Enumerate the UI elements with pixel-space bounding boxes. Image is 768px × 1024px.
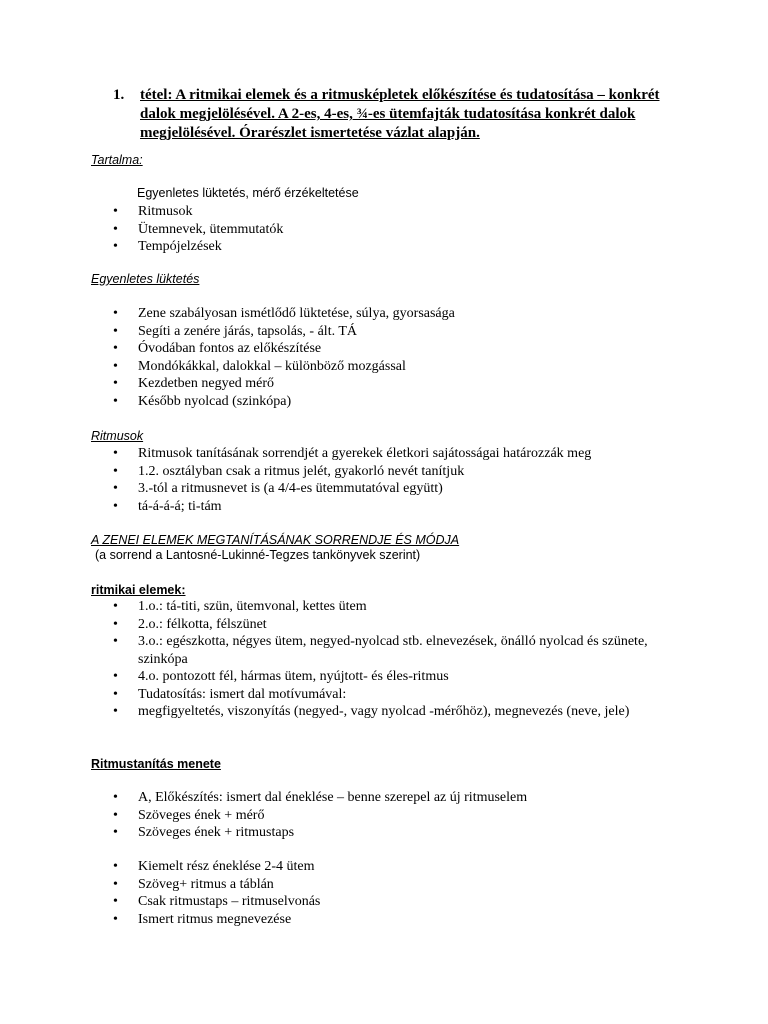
bullet-icon: • bbox=[113, 859, 118, 874]
list-item: • 3.o.: egészkotta, négyes ütem, negyed-nyolcad stb. elnevezések, önálló nyolcad és szünete, szinkópa bbox=[113, 634, 648, 667]
bullet-icon: • bbox=[113, 323, 118, 339]
list-item: • Szöveges ének + ritmustaps bbox=[113, 825, 295, 840]
list-item: • tá-á-á-á; ti-tám bbox=[113, 498, 222, 514]
bullet-icon: • bbox=[113, 341, 118, 356]
bullet-icon: • bbox=[113, 616, 118, 632]
list-item: • Mondókákkal, dalokkal – különböző mozgással bbox=[113, 358, 406, 374]
tartalma-list bbox=[112, 203, 687, 256]
list-item: • megfigyeltetés, viszonyítás (negyed-, vagy nyolcad -mérőhöz), megnevezés (neve, jele) bbox=[113, 704, 630, 719]
bullet-icon: • bbox=[113, 686, 118, 702]
egyenletes-list bbox=[112, 305, 687, 410]
ritmikai-heading: ritmikai elemek: bbox=[91, 583, 186, 597]
list-item: • 2.o.: félkotta, félszünet bbox=[113, 616, 267, 632]
list-item: • Később nyolcad (szinkópa) bbox=[113, 393, 292, 409]
bullet-icon: • bbox=[113, 306, 118, 321]
list-item: • Kezdetben negyed mérő bbox=[113, 376, 275, 391]
bullet-icon: • bbox=[113, 463, 118, 479]
list-item: • Kiemelt rész éneklése 2-4 ütem bbox=[113, 859, 315, 874]
bullet-icon: • bbox=[113, 358, 118, 374]
egyenletes-heading: Egyenletes lüktetés bbox=[91, 272, 200, 286]
list-item: • Ütemnevek, ütemmutatók bbox=[113, 221, 284, 237]
bullet-icon: • bbox=[113, 825, 118, 840]
bullet-icon: • bbox=[113, 446, 118, 461]
list-item: • Óvodában fontos az előkészítése bbox=[113, 341, 322, 356]
list-item: • 3.-tól a ritmusnevet is (a 4/4-es ütemmutatóval együtt) bbox=[113, 481, 443, 496]
menete-list-b bbox=[112, 858, 687, 928]
bullet-icon: • bbox=[113, 376, 118, 391]
zenei-subheading: (a sorrend a Lantosné-Lukinné-Tegzes tankönyvek szerint) bbox=[95, 548, 421, 562]
list-item: • A, Előkészítés: ismert dal éneklése – benne szerepel az új ritmuselem bbox=[113, 790, 528, 805]
ritmusok-list bbox=[112, 445, 687, 515]
title-text: tétel: A ritmikai elemek és a ritmusképletek előkészítése és tudatosítása – konkrét dalok megjelölésével. A 2-es, 4-es, ¾-es ütemfajták tudatosítása konkrét dalok megjelölésével. Órarészlet ismertetése vázlat alapján. bbox=[140, 87, 660, 141]
bullet-icon: • bbox=[113, 704, 118, 719]
bullet-icon: • bbox=[113, 634, 118, 649]
list-item: • Ritmusok tanításának sorrendjét a gyerekek életkori sajátosságai határozzák meg bbox=[113, 446, 592, 461]
ritmusok-heading: Ritmusok bbox=[91, 429, 144, 443]
list-item: • 1.2. osztályban csak a ritmus jelét, gyakorló nevét tanítjuk bbox=[113, 463, 465, 479]
bullet-icon: • bbox=[113, 807, 118, 823]
bullet-icon: • bbox=[113, 204, 118, 219]
ritmikai-list bbox=[112, 598, 687, 721]
list-item: • Szöveges ének + mérő bbox=[113, 807, 265, 823]
bullet-icon: • bbox=[113, 911, 118, 927]
bullet-icon: • bbox=[113, 498, 118, 514]
title-number: 1. bbox=[113, 87, 125, 103]
menete-list-a bbox=[112, 789, 687, 842]
tartalma-heading: Tartalma: bbox=[91, 153, 143, 167]
bullet-icon: • bbox=[113, 393, 118, 409]
list-item: • Segíti a zenére járás, tapsolás, - ált. TÁ bbox=[113, 323, 357, 339]
bullet-icon: • bbox=[113, 669, 118, 684]
list-item: • Szöveg+ ritmus a táblán bbox=[113, 876, 274, 892]
bullet-icon: • bbox=[113, 790, 118, 805]
list-item: • Ritmusok bbox=[113, 204, 193, 219]
bullet-icon: • bbox=[113, 481, 118, 496]
bullet-icon: • bbox=[113, 876, 118, 892]
list-item: • Csak ritmustaps – ritmuselvonás bbox=[113, 894, 321, 909]
list-item: • Zene szabályosan ismétlődő lüktetése, súlya, gyorsasága bbox=[113, 306, 455, 321]
zenei-heading: A ZENEI ELEMEK MEGTANÍTÁSÁNAK SORRENDJE ÉS MÓDJA bbox=[91, 533, 460, 547]
bullet-icon: • bbox=[113, 239, 118, 254]
bullet-icon: • bbox=[113, 221, 118, 237]
menete-heading: Ritmustanítás menete bbox=[91, 757, 221, 771]
list-item: • Ismert ritmus megnevezése bbox=[113, 911, 292, 927]
list-item: • Tudatosítás: ismert dal motívumával: bbox=[113, 686, 347, 702]
bullet-icon: • bbox=[113, 894, 118, 909]
bullet-icon: • bbox=[113, 599, 118, 614]
list-item: • 4.o. pontozott fél, hármas ütem, nyújtott- és éles-ritmus bbox=[113, 669, 449, 684]
list-item: • 1.o.: tá-titi, szün, ütemvonal, kettes ütem bbox=[113, 599, 367, 614]
tartalma-intro: Egyenletes lüktetés, mérő érzékeltetése bbox=[137, 186, 359, 200]
list-item: • Tempójelzések bbox=[113, 239, 222, 254]
